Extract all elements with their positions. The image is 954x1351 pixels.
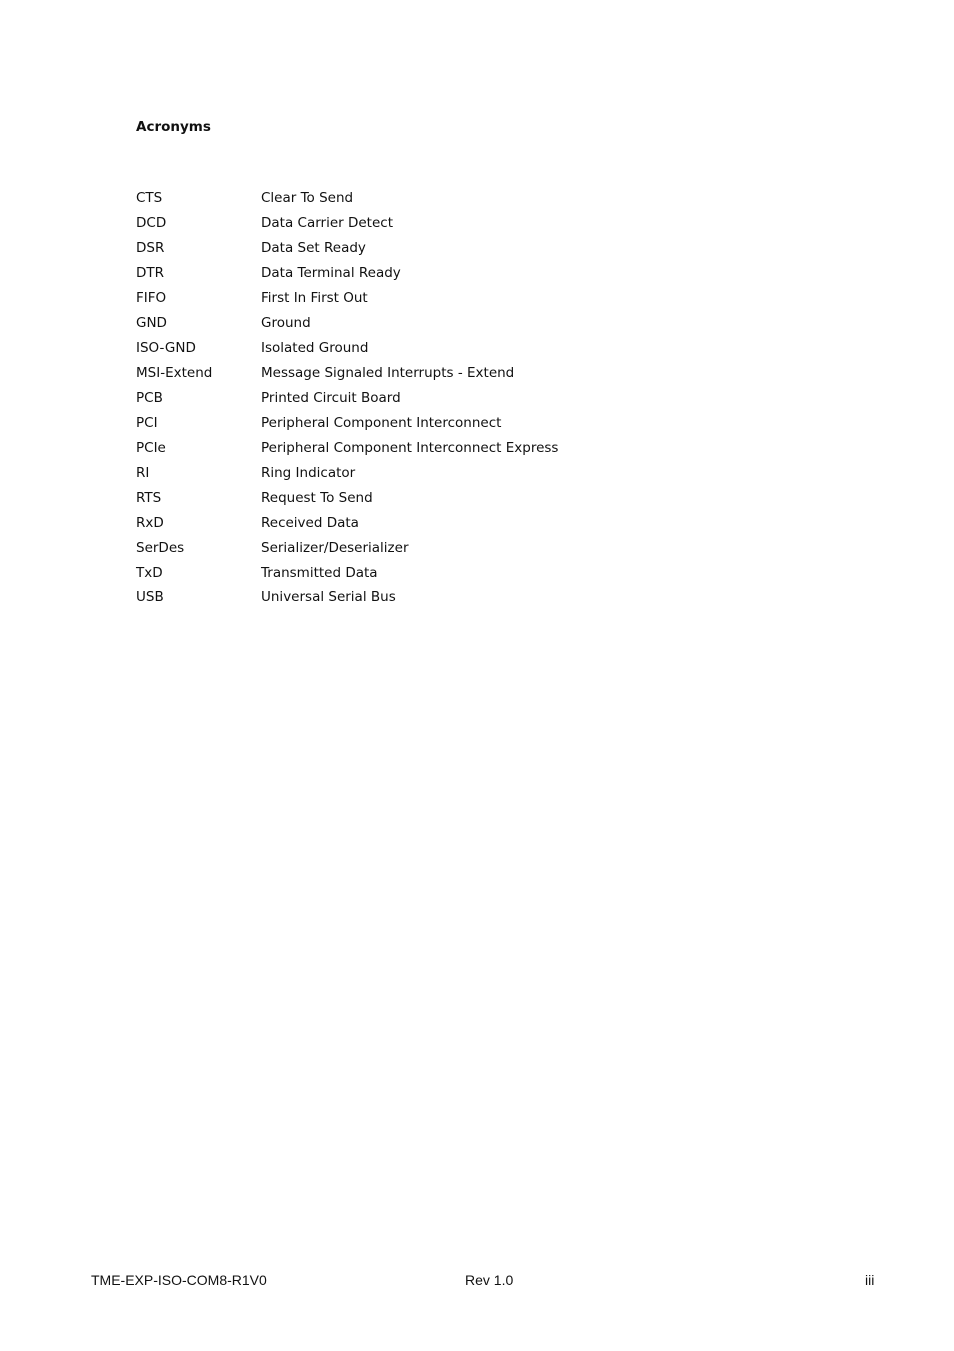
acronym-term: MSI-Extend — [136, 365, 213, 382]
acronym-definition: Request To Send — [261, 489, 373, 506]
acronym-term: RI — [136, 464, 150, 481]
acronym-term: DTR — [136, 265, 165, 282]
acronym-definition: Clear To Send — [261, 190, 354, 207]
acronym-definition: Data Set Ready — [261, 240, 366, 257]
acronym-row — [136, 336, 736, 361]
acronym-term: PCI — [136, 414, 158, 431]
acronym-row — [136, 585, 736, 610]
acronym-definition: Serializer/Deserializer — [261, 539, 409, 556]
acronym-definition: Printed Circuit Board — [261, 389, 401, 406]
acronym-row — [136, 435, 736, 460]
acronym-row — [136, 510, 736, 535]
acronym-row — [136, 410, 736, 435]
acronym-row — [136, 211, 736, 236]
acronym-row — [136, 236, 736, 261]
acronym-definition: Ground — [261, 315, 311, 332]
acronym-list — [136, 186, 736, 610]
acronym-term: CTS — [136, 190, 163, 207]
acronym-definition: Peripheral Component Interconnect Express — [261, 439, 559, 456]
acronym-term: USB — [136, 589, 164, 606]
acronym-term: TxD — [136, 564, 163, 581]
acronym-row — [136, 286, 736, 311]
acronym-definition: Universal Serial Bus — [261, 589, 396, 606]
acronym-row — [136, 186, 736, 211]
acronym-term: RTS — [136, 489, 162, 506]
acronym-row — [136, 386, 736, 411]
acronym-row — [136, 261, 736, 286]
section-heading: Acronyms — [136, 119, 211, 135]
acronym-row — [136, 485, 736, 510]
acronym-row — [136, 460, 736, 485]
acronym-term: DSR — [136, 240, 165, 257]
acronym-definition: Isolated Ground — [261, 340, 369, 357]
acronym-term: ISO-GND — [136, 340, 196, 357]
acronym-row — [136, 361, 736, 386]
acronym-term: GND — [136, 315, 167, 332]
acronym-definition: Data Terminal Ready — [261, 265, 401, 282]
acronym-definition: Peripheral Component Interconnect — [261, 414, 502, 431]
acronym-definition: Received Data — [261, 514, 359, 531]
acronym-term: DCD — [136, 215, 167, 232]
acronym-row — [136, 535, 736, 560]
footer-revision: Rev 1.0 — [465, 1272, 514, 1288]
acronym-term: RxD — [136, 514, 164, 531]
footer-page-number: iii — [865, 1272, 875, 1288]
acronym-row — [136, 311, 736, 336]
acronym-definition: Message Signaled Interrupts - Extend — [261, 365, 515, 382]
acronym-definition: Transmitted Data — [261, 564, 378, 581]
acronym-term: FIFO — [136, 290, 167, 307]
acronym-definition: Ring Indicator — [261, 464, 356, 481]
acronym-term: PCB — [136, 389, 163, 406]
acronym-definition: First In First Out — [261, 290, 368, 307]
acronym-term: SerDes — [136, 539, 185, 556]
footer-document-id: TME-EXP-ISO-COM8-R1V0 — [91, 1272, 267, 1288]
acronym-row — [136, 560, 736, 585]
acronym-definition: Data Carrier Detect — [261, 215, 394, 232]
acronym-term: PCIe — [136, 439, 166, 456]
